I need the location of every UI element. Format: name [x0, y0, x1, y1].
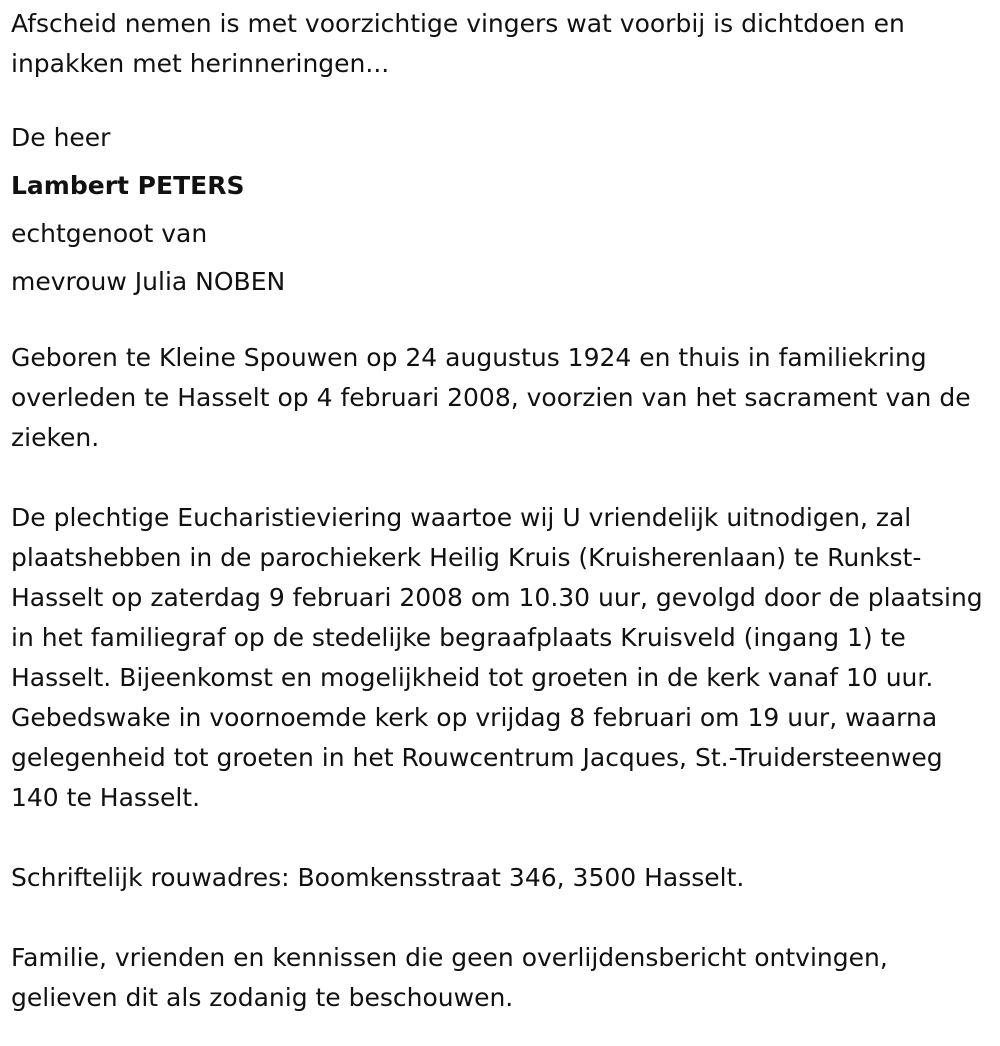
deceased-name: Lambert PETERS [11, 171, 245, 200]
mourning-address: Schriftelijk rouwadres: Boomkensstraat 346, 3500 Hasselt. [11, 863, 745, 892]
deceased-block [11, 114, 996, 306]
closing-paragraph: Familie, vrienden en kennissen die geen overlijdensbericht ontvingen, gelieven dit als zodanig te beschouwen. [11, 943, 888, 1012]
spouse-name: mevrouw Julia NOBEN [11, 267, 286, 296]
death-notice [11, 0, 996, 1018]
ceremony-paragraph: De plechtige Eucharistieviering waartoe wij U vriendelijk uitnodigen, zal plaatshebben in de parochiekerk Heilig Kruis (Kruisherenlaan) te Runkst-Hasselt op zaterdag 9 februari 2008 om 10.30 uur, gevolgd door de plaatsing in het familiegraf op de stedelijke begraafplaats Kruisveld (ingang 1) te Hasselt. Bijeenkomst en mogelijkheid tot groeten in de kerk vanaf 10 uur. Gebedswake in voornoemde kerk op vrijdag 8 februari om 19 uur, waarna gelegenheid tot groeten in het Rouwcentrum Jacques, St.-Truidersteenweg 140 te Hasselt. [11, 503, 983, 812]
relation-label: echtgenoot van [11, 219, 208, 248]
birth-death-paragraph: Geboren te Kleine Spouwen op 24 augustus 1924 en thuis in familiekring overleden te Hasselt op 4 februari 2008, voorzien van het sacrament van de zieken. [11, 343, 971, 452]
salutation: De heer [11, 123, 111, 152]
opening-quote: Afscheid nemen is met voorzichtige vingers wat voorbij is dichtdoen en inpakken met herinneringen... [11, 9, 905, 78]
